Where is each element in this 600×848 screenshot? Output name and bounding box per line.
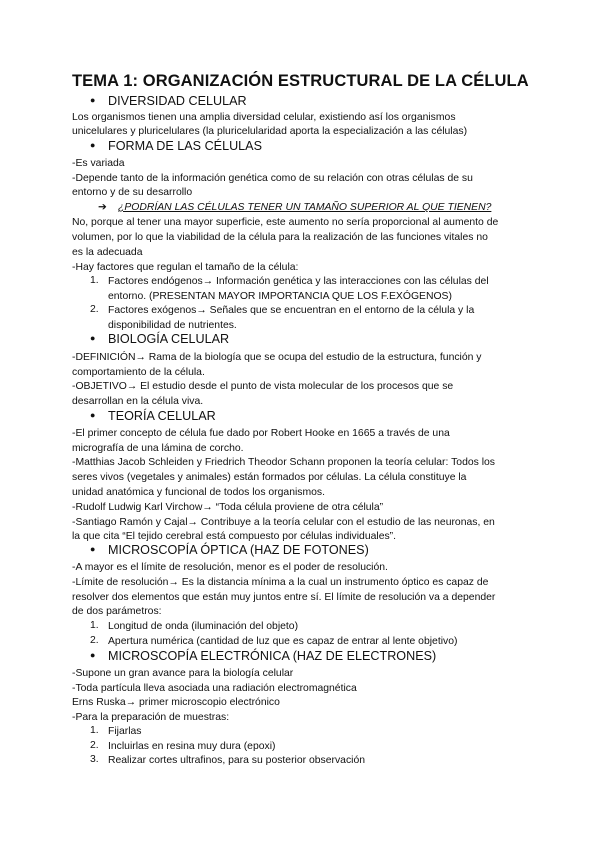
text-line: -Toda partícula lleva asociada una radiación electromagnética	[72, 683, 357, 694]
text-line: comportamiento de la célula.	[72, 367, 205, 378]
list-item: Apertura numérica (cantidad de luz que es capaz de entrar al lente objetivo)	[108, 636, 458, 647]
section-heading-electronica: ● MICROSCOPÍA ELECTRÓNICA (HAZ DE ELECTRONES)	[90, 649, 437, 663]
text-line: micrografía de una lámina de corcho.	[72, 443, 244, 454]
bullet-icon: ●	[90, 140, 96, 150]
bullet-icon: ●	[90, 410, 96, 420]
bullet-icon: ●	[90, 333, 96, 343]
text-line: -OBJETIVO→ El estudio desde el punto de vista molecular de los procesos que se	[72, 381, 454, 392]
text-line: -Depende tanto de la información genética como de su relación con otras células de su	[72, 173, 473, 184]
text-line: -Matthias Jacob Schleiden y Friedrich Theodor Schann proponen la teoría celular: Todos los	[72, 457, 495, 468]
list-item: Factores exógenos→ Señales que se encuentran en el entorno de la célula y la	[108, 305, 475, 316]
list-number: 2.	[90, 635, 99, 646]
text-line: -Límite de resolución→ Es la distancia mínima a la cual un instrumento óptico es capaz de	[72, 577, 489, 588]
list-item: Factores endógenos→ Información genética y las interacciones con las células del	[108, 276, 489, 287]
text-line: de dos parámetros:	[72, 606, 162, 617]
page-title: TEMA 1: ORGANIZACIÓN ESTRUCTURAL DE LA CÉLULA	[72, 72, 529, 90]
text-line: Los organismos tienen una amplia diversidad celular, existiendo así los organismos	[72, 112, 456, 123]
text-line: -Santiago Ramón y Cajal→ Contribuye a la teoría celular con el estudio de las neuronas, en	[72, 517, 495, 528]
bullet-icon: ●	[90, 95, 96, 105]
text-line: -A mayor es el límite de resolución, menor es el poder de resolución.	[72, 562, 388, 573]
text-line: -Supone un gran avance para la biología celular	[72, 668, 294, 679]
text-line: entorno y de su desarrollo	[72, 187, 193, 198]
list-item: entorno. (PRESENTAN MAYOR IMPORTANCIA QUE LOS F.EXÓGENOS)	[108, 291, 452, 302]
question-item: ➔ ¿PODRÍAN LAS CÉLULAS TENER UN TAMAÑO SUPERIOR AL QUE TIENEN?	[98, 202, 492, 213]
text-line: Erns Ruska→ primer microscopio electrónico	[72, 697, 280, 708]
text-line: resolver dos elementos que están muy juntos entre sí. El límite de resolución va a depender	[72, 592, 496, 603]
list-item: disponibilidad de nutrientes.	[108, 320, 237, 331]
section-heading-optica: ● MICROSCOPÍA ÓPTICA (HAZ DE FOTONES)	[90, 543, 369, 557]
list-item: Incluirlas en resina muy dura (epoxi)	[108, 741, 276, 752]
section-heading-forma: ● FORMA DE LAS CÉLULAS	[90, 139, 262, 153]
text-line: volumen, por lo que la viabilidad de la célula para la realización de las funciones vitales no	[72, 232, 488, 243]
text-line: es la adecuada	[72, 247, 143, 258]
arrow-icon: ➔	[98, 202, 107, 213]
list-number: 1.	[90, 620, 99, 631]
text-line: seres vivos (vegetales y animales) están formados por células. La célula constituye la	[72, 472, 467, 483]
list-number: 2.	[90, 740, 99, 751]
text-line: -Rudolf Ludwig Karl Virchow→ “Toda célula proviene de otra célula”	[72, 502, 384, 513]
bullet-icon: ●	[90, 544, 96, 554]
text-line: desarrollan en la célula viva.	[72, 396, 204, 407]
text-line: la que cita “El tejido cerebral está compuesto por células individuales”.	[72, 531, 397, 542]
bullet-icon: ●	[90, 650, 96, 660]
list-number: 2.	[90, 304, 99, 315]
list-item: Realizar cortes ultrafinos, para su posterior observación	[108, 755, 366, 766]
text-line: unicelulares y pluricelulares (la pluricelularidad aporta la especialización a las células)	[72, 126, 468, 137]
section-heading-teoria: ● TEORÍA CELULAR	[90, 409, 216, 423]
list-number: 1.	[90, 275, 99, 286]
text-line: -Hay factores que regulan el tamaño de la célula:	[72, 262, 299, 273]
list-item: Longitud de onda (iluminación del objeto)	[108, 621, 299, 632]
text-line: -Para la preparación de muestras:	[72, 712, 230, 723]
text-line: No, porque al tener una mayor superficie, este aumento no sería proporcional al aumento de	[72, 217, 499, 228]
text-line: -El primer concepto de célula fue dado por Robert Hooke en 1665 a través de una	[72, 428, 450, 439]
list-item: Fijarlas	[108, 726, 142, 737]
list-number: 1.	[90, 725, 99, 736]
text-line: unidad anatómica y funcional de todos los organismos.	[72, 487, 325, 498]
section-heading-biologia: ● BIOLOGÍA CELULAR	[90, 332, 230, 346]
text-line: -Es variada	[72, 158, 125, 169]
section-heading-diversidad: ● DIVERSIDAD CELULAR	[90, 94, 247, 108]
text-line: -DEFINICIÓN→ Rama de la biología que se ocupa del estudio de la estructura, función y	[72, 352, 482, 363]
list-number: 3.	[90, 754, 99, 765]
